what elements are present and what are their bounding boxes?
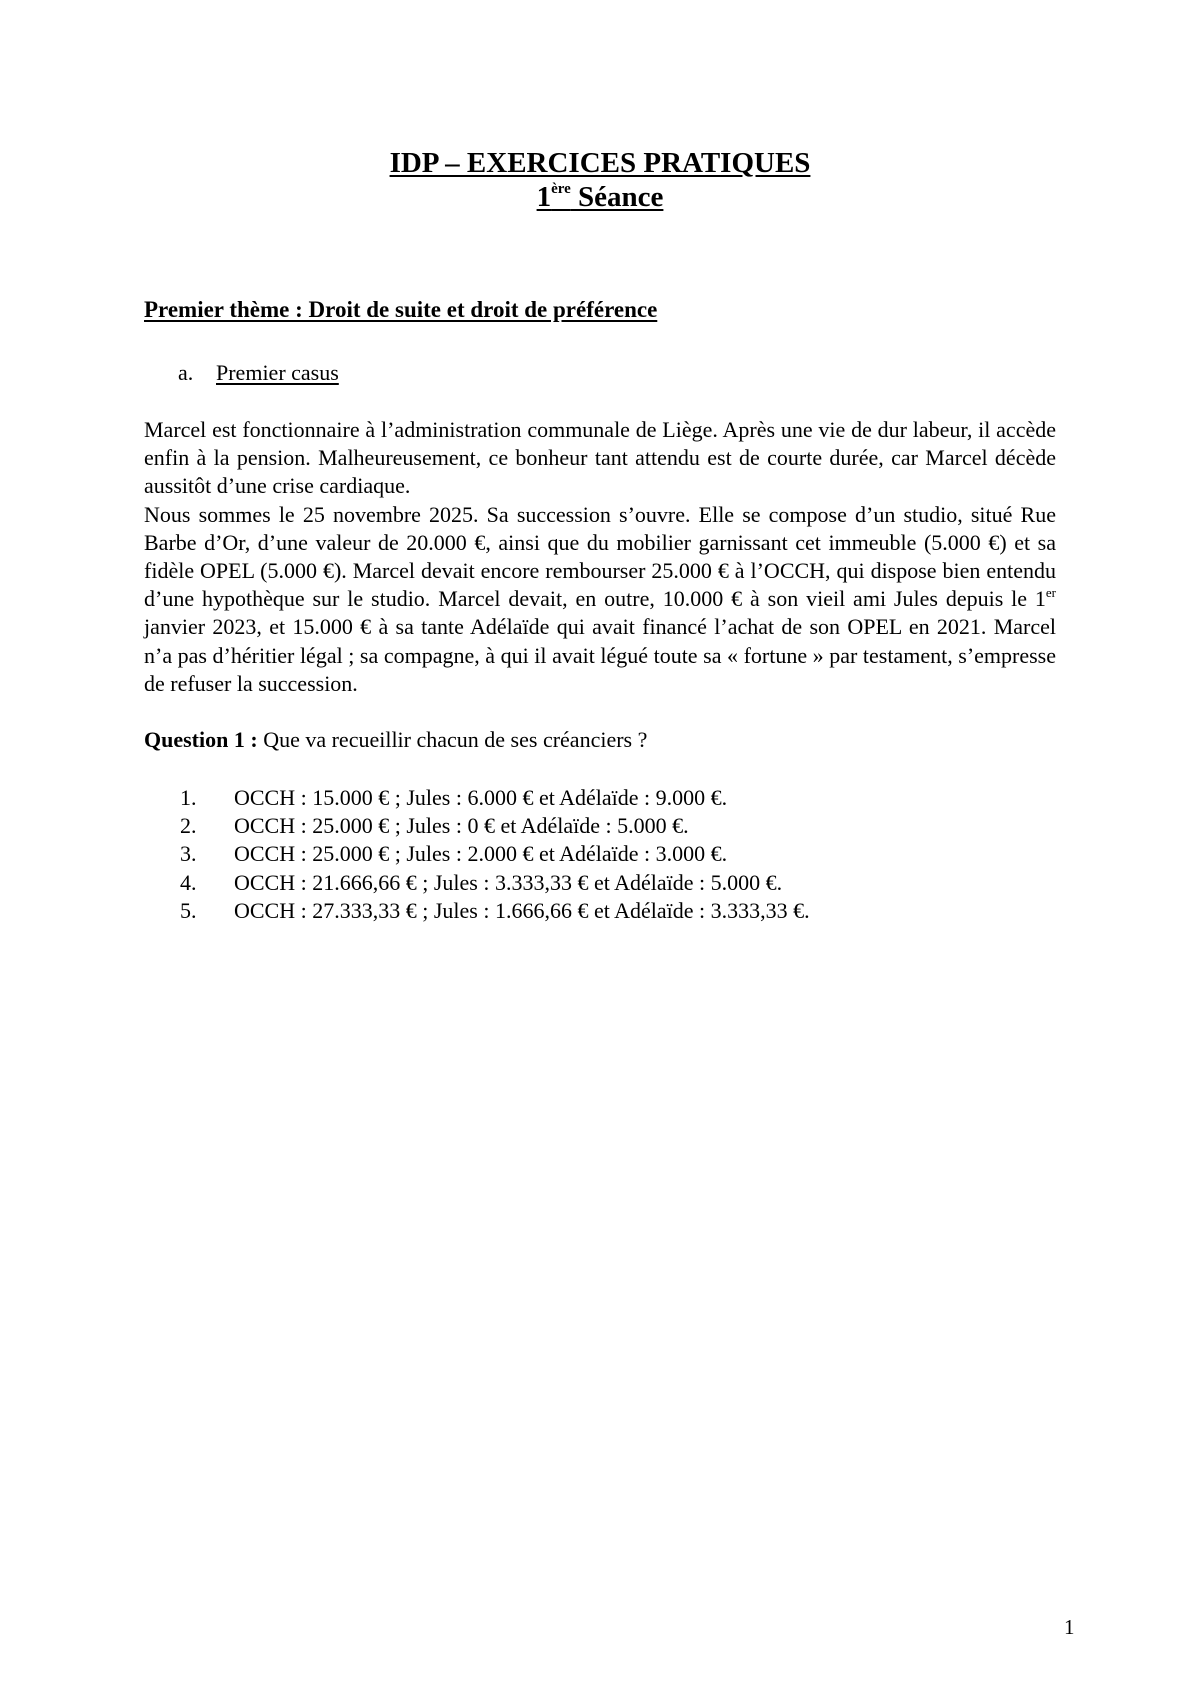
casus-heading	[178, 360, 339, 386]
casus-title: Premier casus	[216, 360, 339, 385]
answer-option	[180, 784, 810, 812]
option-text: OCCH : 21.666,66 € ; Jules : 3.333,33 € et Adélaïde : 5.000 €.	[234, 869, 783, 895]
option-text: OCCH : 25.000 € ; Jules : 2.000 € et Adélaïde : 3.000 €.	[234, 841, 728, 867]
body-paragraph-2-part-b: janvier 2023, et 15.000 € à sa tante Adélaïde qui avait financé l’achat de son OPEL en 2021. Marcel n’a pas d’héritier légal ; sa compagne, à qui il avait légué toute sa « fortune » par testament, s’empresse de refuser la succession.	[144, 614, 1056, 696]
body-paragraph-2	[144, 501, 1056, 698]
title-line-2	[0, 180, 1200, 214]
question-text: Que va recueillir chacun de ses créanciers ?	[257, 727, 648, 752]
casus-body	[144, 416, 1056, 698]
body-paragraph-2-part-a: Nous sommes le 25 novembre 2025. Sa succession s’ouvre. Elle se compose d’un studio, situé Rue Barbe d’Or, d’une valeur de 20.000 €, ainsi que du mobilier garnissant cet immeuble (5.000 €) et sa fidèle OPEL (5.000 €). Marcel devait encore rembourser 25.000 € à l’OCCH, qui dispose bien entendu d’une hypothèque sur le studio. Marcel devait, en outre, 10.000 € à son vieil ami Jules depuis le 1	[144, 501, 1056, 612]
title-line-2-prefix: 1	[536, 181, 552, 213]
option-number: 3.	[180, 841, 197, 867]
option-number: 1.	[180, 785, 197, 810]
title-line-2-sup: ère	[551, 181, 571, 197]
option-number: 5.	[180, 897, 197, 923]
answer-option	[180, 869, 810, 897]
option-number: 4.	[180, 869, 197, 895]
answer-option	[180, 812, 810, 840]
question-label: Question 1 :	[144, 727, 258, 752]
body-paragraph-1: Marcel est fonctionnaire à l’administration communale de Liège. Après une vie de dur labeur, il accède enfin à la pension. Malheureusement, ce bonheur tant attendu est de courte durée, car Marcel décède aussitôt d’une crise cardiaque.	[144, 417, 1056, 499]
answer-options	[180, 784, 810, 925]
answer-option	[180, 840, 810, 868]
option-text: OCCH : 25.000 € ; Jules : 0 € et Adélaïde : 5.000 €.	[234, 813, 689, 839]
option-text: OCCH : 15.000 € ; Jules : 6.000 € et Adélaïde : 9.000 €.	[234, 785, 728, 810]
page-number: 1	[1064, 1615, 1075, 1639]
question-1	[144, 727, 647, 753]
option-text: OCCH : 27.333,33 € ; Jules : 1.666,66 € et Adélaïde : 3.333,33 €.	[234, 897, 810, 923]
casus-letter: a.	[178, 360, 194, 385]
document-title	[0, 146, 1200, 214]
body-paragraph-2-sup: er	[1045, 585, 1056, 601]
option-number: 2.	[180, 813, 197, 839]
theme-heading: Premier thème : Droit de suite et droit de préférence	[144, 297, 658, 322]
answer-option	[180, 897, 810, 925]
title-line-1: IDP – EXERCICES PRATIQUES	[389, 147, 811, 179]
title-line-2-suffix: Séance	[570, 181, 664, 213]
